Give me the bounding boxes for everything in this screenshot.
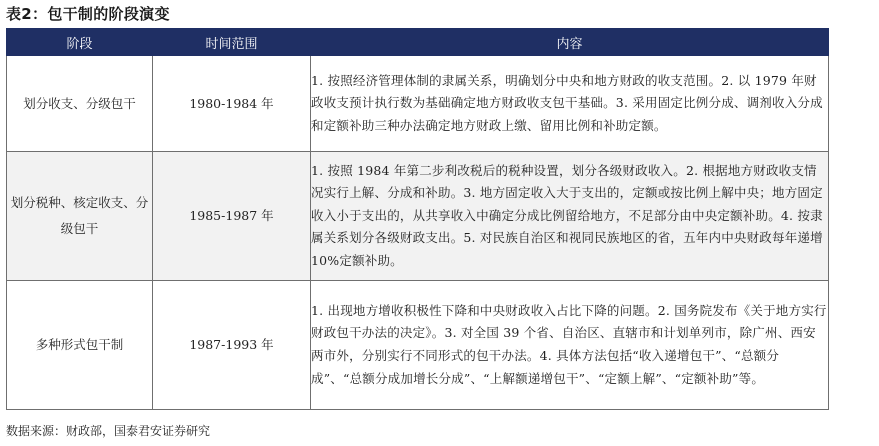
header-period: 时间范围 bbox=[153, 29, 311, 56]
header-stage: 阶段 bbox=[7, 29, 153, 56]
table-row bbox=[7, 56, 829, 152]
content-cell: 1. 按照 1984 年第二步利改税后的税种设置，划分各级财政收入。2. 根据地方财政收支情况实行上解、分成和补助。3. 地方固定收入大于支出的，定额或按比例上解中央；地方固定收入小于支出的，从共享收入中确定分成比例留给地方，不足部分由中央定额补助。4. 按隶属关系划分各级财政支出。5. 对民族自治区和视同民族地区的省，五年内中央财政每年递增 10%定额补助。 bbox=[311, 152, 829, 281]
stage-evolution-table bbox=[6, 28, 829, 410]
stage-cell: 划分收支、分级包干 bbox=[7, 56, 153, 152]
stage-cell: 多种形式包干制 bbox=[7, 281, 153, 410]
content-cell: 1. 按照经济管理体制的隶属关系，明确划分中央和地方财政的收支范围。2. 以 1979 年财政收支预计执行数为基础确定地方财政收支包干基础。3. 采用固定比例分成、调剂收入分成和定额补助三种办法确定地方财政上缴、留用比例和补助定额。 bbox=[311, 56, 829, 152]
header-content: 内容 bbox=[311, 29, 829, 56]
period-cell: 1985-1987 年 bbox=[153, 152, 311, 281]
table-header-row bbox=[7, 29, 829, 56]
source-note: 数据来源：财政部，国泰君安证券研究 bbox=[6, 424, 211, 438]
table-row bbox=[7, 152, 829, 281]
content-cell: 1. 出现地方增收积极性下降和中央财政收入占比下降的问题。2. 国务院发布《关于地方实行财政包干办法的决定》。3. 对全国 39 个省、自治区、直辖市和计划单列市，除广州、西安两市外，分别实行不同形式的包干办法。4. 具体方法包括“收入递增包干”、“总额分成”、“总额分成加增长分成”、“上解额递增包干”、“定额上解”、“定额补助”等。 bbox=[311, 281, 829, 410]
period-cell: 1980-1984 年 bbox=[153, 56, 311, 152]
table-row bbox=[7, 281, 829, 410]
period-cell: 1987-1993 年 bbox=[153, 281, 311, 410]
table-caption: 表2：包干制的阶段演变 bbox=[6, 5, 170, 23]
stage-cell: 划分税种、核定收支、分级包干 bbox=[7, 152, 153, 281]
